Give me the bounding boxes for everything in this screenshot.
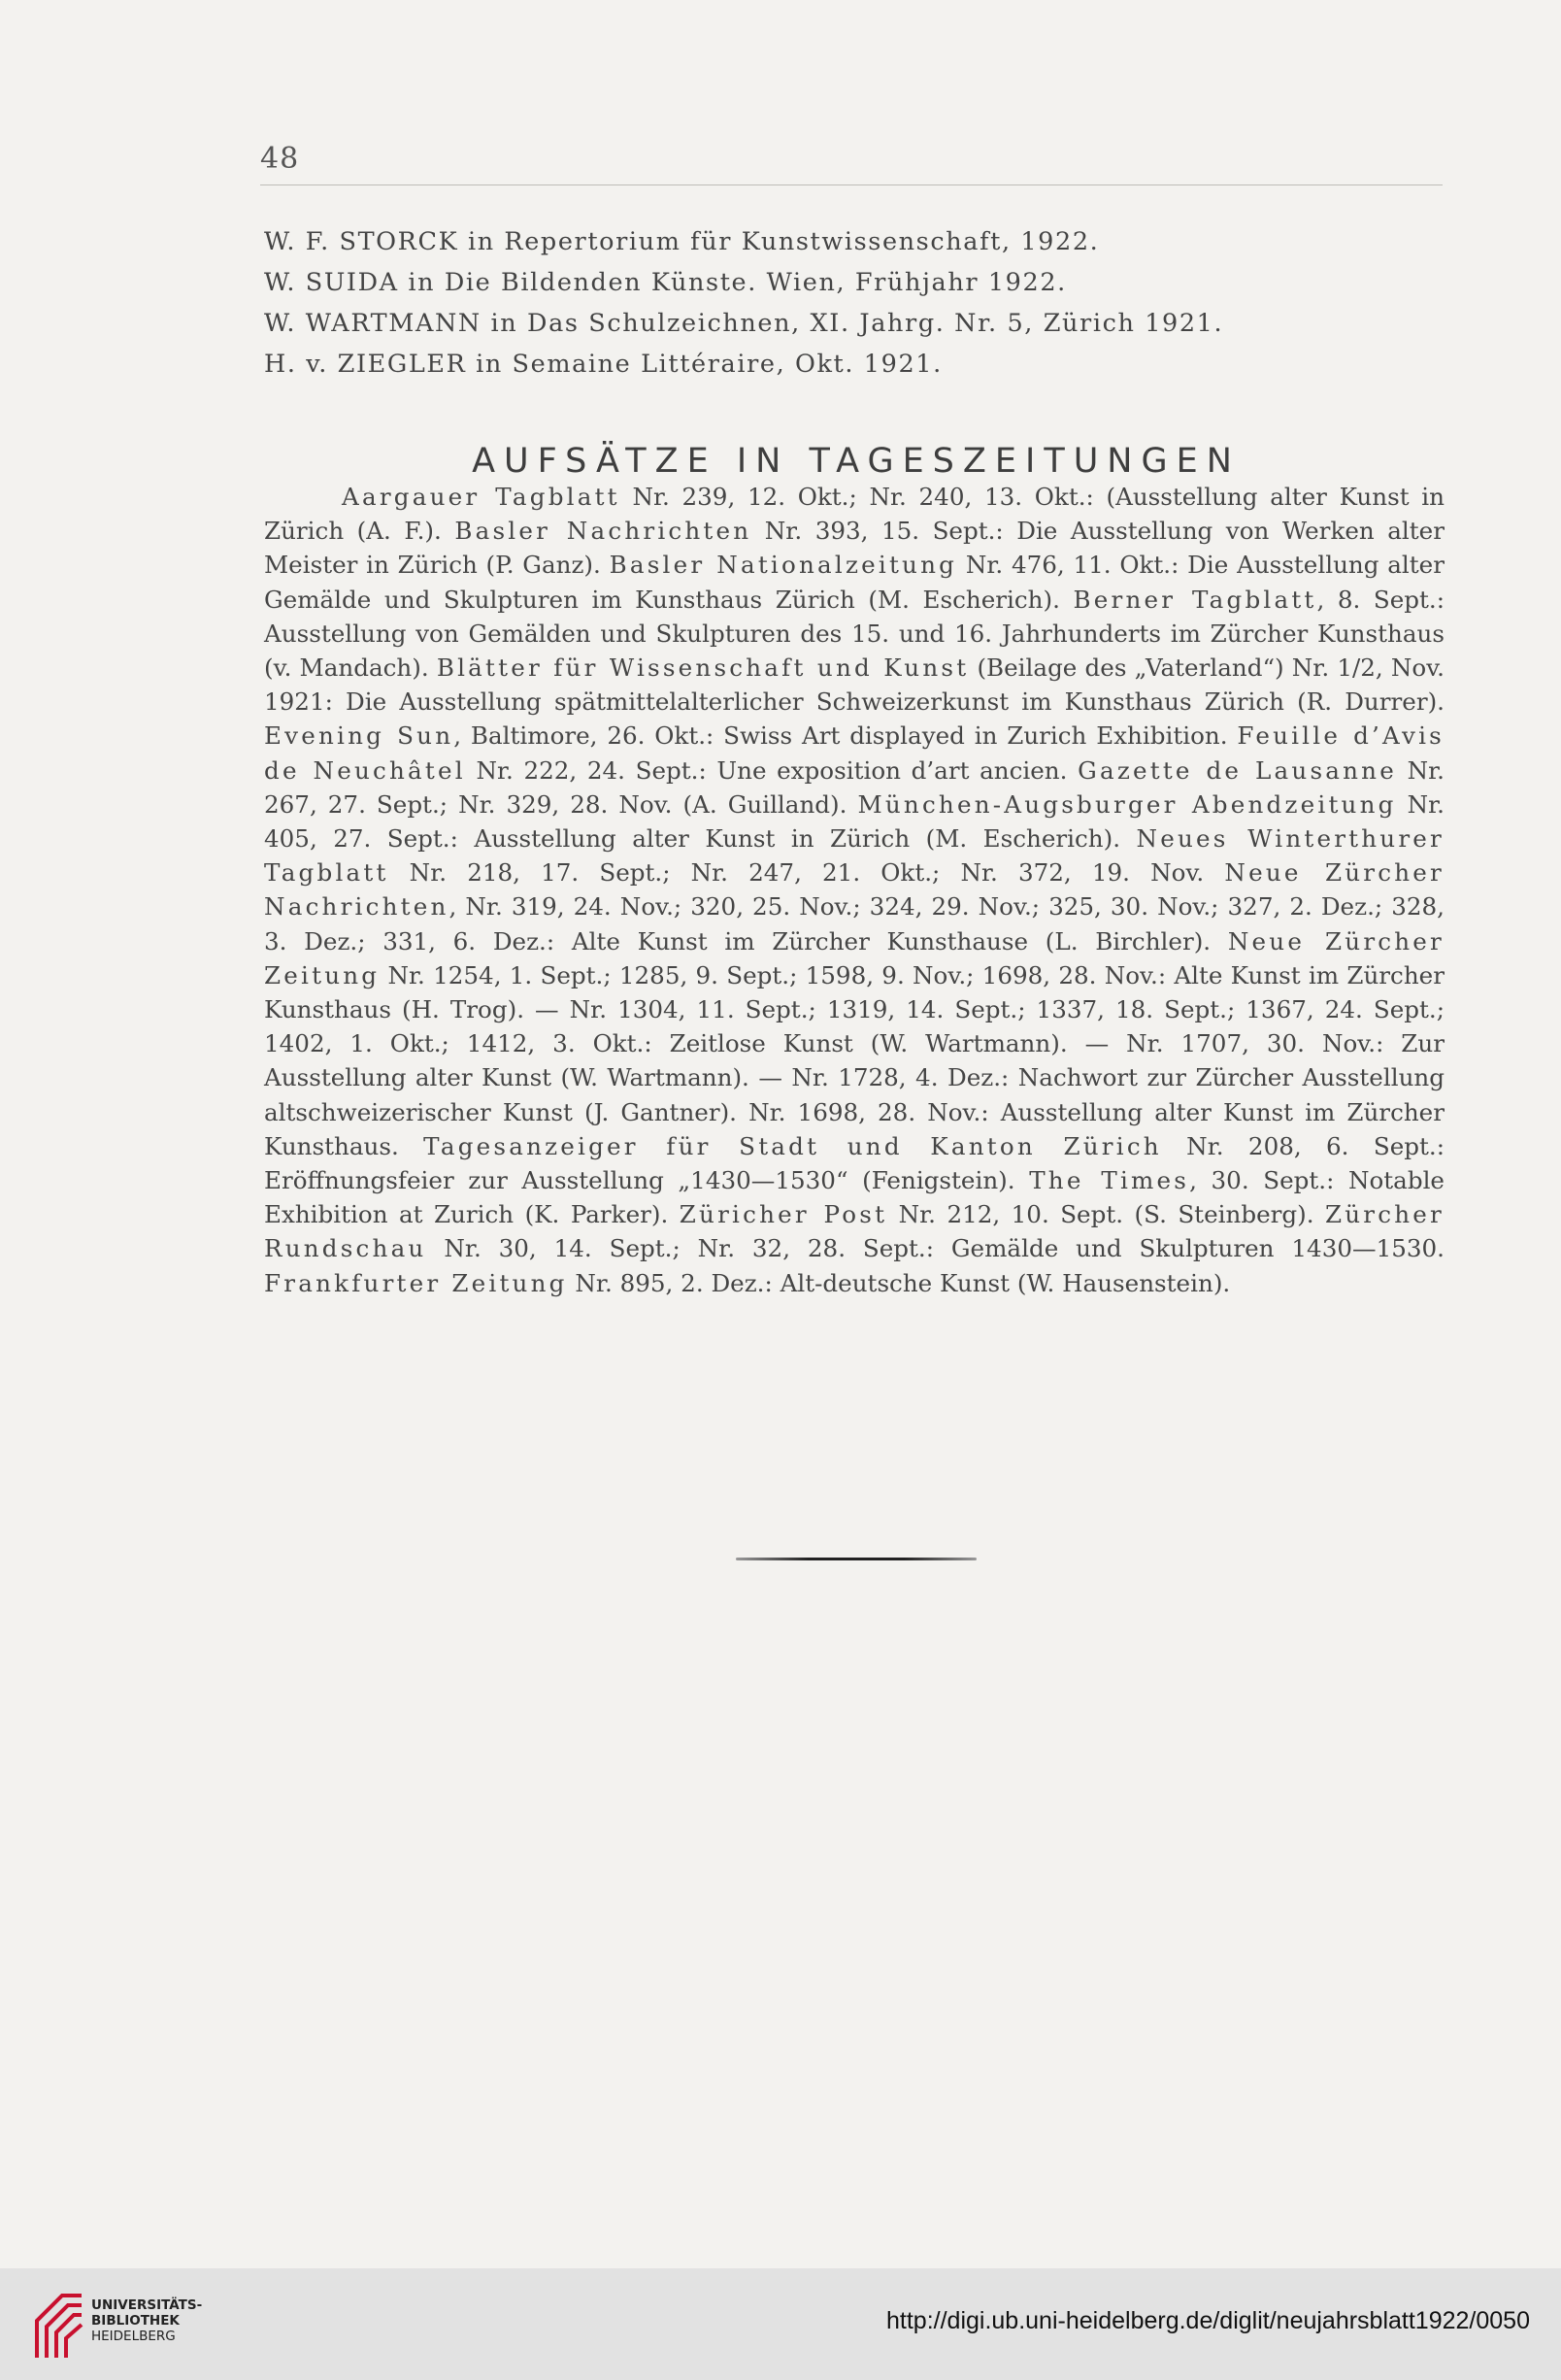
citation-text: Nr. 895, 2. Dez.: Alt-deutsche Kunst (W. Hausenstein). <box>567 1268 1231 1297</box>
reference-line: W. F. STORCK in Repertorium für Kunstwissenschaft, 1922. <box>264 227 1100 256</box>
library-logo-icon <box>29 2282 87 2362</box>
periodical-title: Tagesanzeiger für Stadt und Kanton Zürich <box>423 1131 1162 1160</box>
paragraph <box>264 480 1445 1300</box>
citation-text: Nr. 393, 15. Sept.: Die Ausstellung von Werken alter Meister in Zürich (P. Ganz). <box>264 517 1445 580</box>
periodical-title: Neues Winterthurer Tagblatt <box>264 824 1445 888</box>
periodical-title: Zürcher Rundschau <box>264 1200 1445 1263</box>
periodical-title: Aargauer Tagblatt <box>342 483 620 511</box>
library-name-line: BIBLIOTHEK <box>91 2313 180 2329</box>
citation-text: Nr. 267, 27. Sept.; Nr. 329, 28. Nov. (A. Guilland). <box>264 755 1445 819</box>
header-rule <box>260 184 1443 185</box>
periodical-title: The Times <box>1029 1166 1190 1195</box>
citation-text: , Baltimore, 26. Okt.: Swiss Art displayed in Zurich Exhibition. <box>453 721 1238 751</box>
periodical-title: Feuille d’Avis de Neuchâtel <box>264 721 1445 785</box>
citation-text: Nr. 218, 17. Sept.; Nr. 247, 21. Okt.; Nr. 372, 19. Nov. <box>388 858 1225 888</box>
citation-text: Nr. 1254, 1. Sept.; 1285, 9. Sept.; 1598, 9. Nov.; 1698, 28. Nov.: Alte Kunst im Zürcher Kunsthaus (H. Trog). — Nr. 1304, 11. Sept.; 1319, 14. Sept.; 1337, 18. Sept.; 1367, 24. Sept.; 1402, 1. Okt.; 1412, 3. Okt.: Zeitlose Kunst (W. Wartmann). — Nr. 1707, 30. Nov.: Zur Ausstellung alter Kunst (W. Wartmann). — Nr. 1728, 4. Dez.: Nachwort zur Zürcher Ausstellung altschweizerischer Kunst (J. Gantner). Nr. 1698, 28. Nov.: Ausstellung alter Kunst im Zürcher Kunsthaus. <box>264 960 1445 1160</box>
citation-text: , 30. Sept.: Notable Exhibition at Zurich (K. Parker). <box>264 1166 1445 1229</box>
periodical-title: Basler Nationalzeitung <box>609 551 958 580</box>
page-number: 48 <box>260 142 300 176</box>
citation-text: Nr. 405, 27. Sept.: Ausstellung alter Kunst in Zürich (M. Escherich). <box>264 789 1445 854</box>
citation-text: Nr. 212, 10. Sept. (S. Steinberg). <box>887 1200 1325 1229</box>
periodical-title: Züricher Post <box>679 1200 888 1229</box>
end-ornament-rule <box>736 1558 977 1560</box>
library-name <box>91 2297 202 2344</box>
periodical-title: Neue Zürcher Zeitung <box>264 926 1445 989</box>
periodical-title: München-Augsburger Abendzeitung <box>857 789 1397 819</box>
reference-list <box>264 221 1448 385</box>
reference-line: W. SUIDA in Die Bildenden Künste. Wien, Frühjahr 1922. <box>264 268 1067 297</box>
reference-line: W. WARTMANN in Das Schulzeichnen, XI. Jahrg. Nr. 5, Zürich 1921. <box>264 309 1224 338</box>
periodical-title: Frankfurter Zeitung <box>264 1268 568 1297</box>
library-name-line: HEIDELBERG <box>91 2329 176 2344</box>
periodical-title: Evening Sun <box>264 721 454 751</box>
citation-text: Nr. 476, 11. Okt.: Die Ausstellung alter Gemälde und Skulpturen im Kunsthaus Zürich (M. Escherich). <box>264 551 1445 614</box>
periodical-title: Neue Zürcher Nachrichten <box>264 858 1445 922</box>
source-url-link[interactable]: http://digi.ub.uni-heidelberg.de/diglit/neujahrsblatt1922/0050 <box>886 2307 1530 2334</box>
reference-line: H. v. ZIEGLER in Semaine Littéraire, Okt. 1921. <box>264 350 943 379</box>
citation-text: , Nr. 319, 24. Nov.; 320, 25. Nov.; 324, 29. Nov.; 325, 30. Nov.; 327, 2. Dez.; 328, 3. Dez.; 331, 6. Dez.: Alte Kunst im Zürcher Kunsthause (L. Birchler). <box>264 892 1445 955</box>
citation-text: Nr. 30, 14. Sept.; Nr. 32, 28. Sept.: Gemälde und Skulpturen 1430—1530. <box>426 1234 1445 1263</box>
section-heading: AUFSÄTZE IN TAGESZEITUNGEN <box>472 442 1241 482</box>
citation-text: Nr. 208, 6. Sept.: Eröffnungsfeier zur Ausstellung „1430—1530“ (Fenigstein). <box>264 1131 1445 1195</box>
citation-text: , 8. Sept.: Ausstellung von Gemälden und Skulpturen des 15. und 16. Jahrhunderts im Zürcher Kunsthaus (v. Mandach). <box>264 585 1445 683</box>
library-name-line: UNIVERSITÄTS- <box>91 2297 203 2313</box>
periodical-title: Basler Nachrichten <box>454 517 752 546</box>
periodical-title: Blätter für Wissenschaft und Kunst <box>436 654 970 683</box>
periodical-title: Gazette de Lausanne <box>1078 755 1397 785</box>
library-footer-bar <box>0 2268 1561 2380</box>
citation-text: Nr. 239, 12. Okt.; Nr. 240, 13. Okt.: (Ausstellung alter Kunst in Zürich (A. F.). <box>264 483 1445 546</box>
newspaper-articles-paragraph <box>264 480 1445 1300</box>
citation-text: (Beilage des „Vaterland“) Nr. 1/2, Nov. 1921: Die Ausstellung spätmittelalterlicher Schweizerkunst im Kunsthaus Zürich (R. Durrer). <box>264 654 1445 717</box>
citation-text: Nr. 222, 24. Sept.: Une exposition d’art ancien. <box>465 755 1079 785</box>
periodical-title: Berner Tagblatt <box>1073 585 1317 614</box>
